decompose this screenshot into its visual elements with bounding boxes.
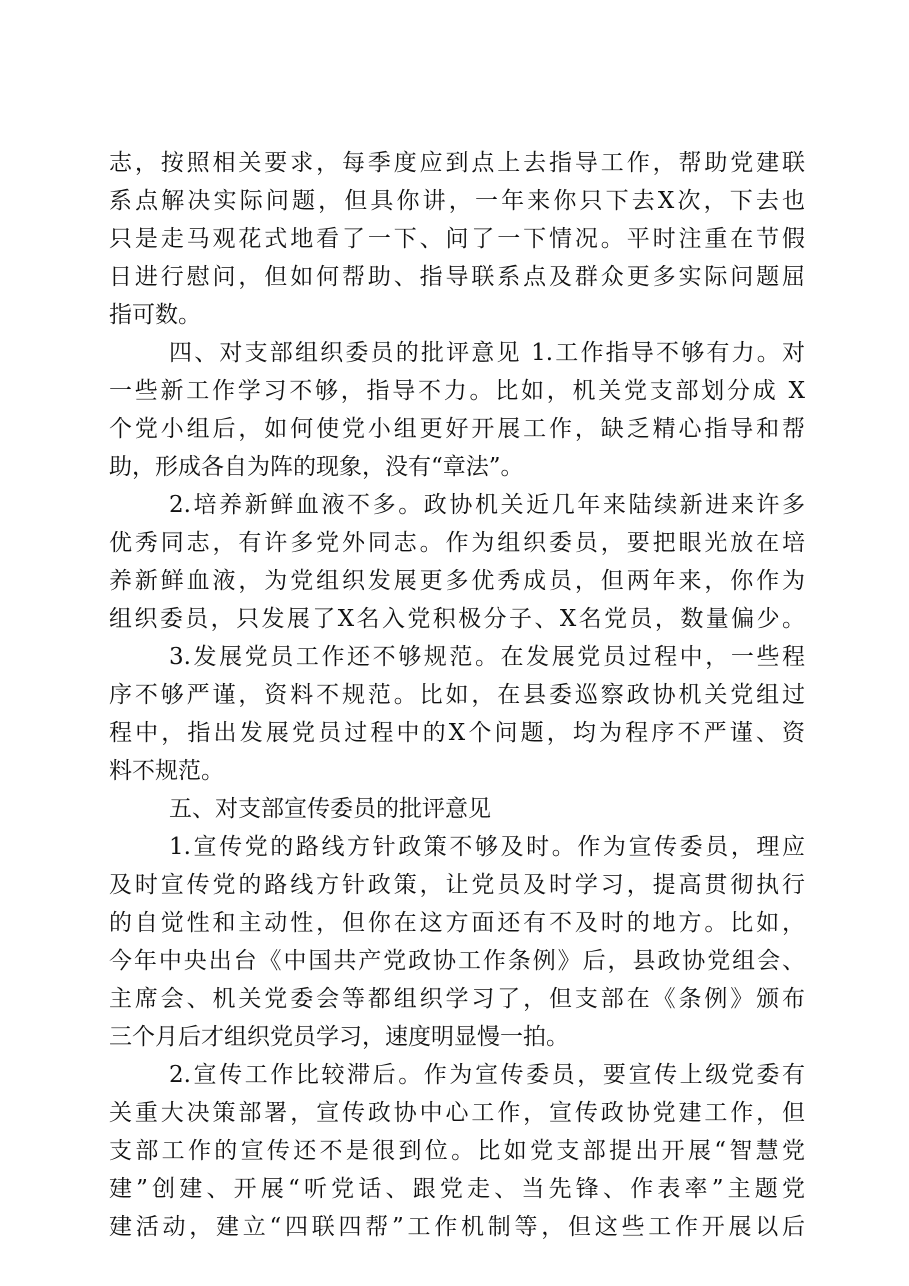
text-line: 程中，指出发展党员过程中的X个问题，均为程序不严谨、资 — [109, 720, 805, 746]
text-line: 组织委员，只发展了X名入党积极分子、X名党员，数量偏少。 — [109, 606, 805, 632]
document-body — [109, 144, 805, 1246]
text-line: 今年中央出台《中国共产党政协工作条例》后，县政协党组会、 — [109, 948, 805, 974]
text-line: 建活动，建立“四联四帮”工作机制等，但这些工作开展以后 — [109, 1214, 805, 1240]
text-line: 建”创建、开展“听党话、跟党走、当先锋、作表率”主题党 — [109, 1176, 805, 1202]
text-line: 关重大决策部署，宣传政协中心工作，宣传政协党建工作，但 — [109, 1100, 805, 1126]
text-line: 支部工作的宣传还不是很到位。比如党支部提出开展“智慧党 — [109, 1138, 805, 1164]
text-line: 主席会、机关党委会等都组织学习了，但支部在《条例》颁布 — [109, 986, 805, 1012]
section-heading-5: 五、对支部宣传委员的批评意见 — [169, 796, 491, 822]
text-line: 日进行慰问，但如何帮助、指导联系点及群众更多实际问题屈 — [109, 264, 805, 290]
text-line: 系点解决实际问题，但具你讲，一年来你只下去X次，下去也 — [109, 188, 805, 214]
paragraph-start: 2.培养新鲜血液不多。政协机关近几年来陆续新进来许多 — [169, 492, 805, 518]
text-line: 及时宣传党的路线方针政策，让党员及时学习，提高贯彻执行 — [109, 872, 805, 898]
text-line: 指可数。 — [109, 302, 201, 328]
text-line: 个党小组后，如何使党小组更好开展工作，缺乏精心指导和帮 — [109, 416, 805, 442]
text-line: 序不够严谨，资料不规范。比如，在县委巡察政协机关党组过 — [109, 682, 805, 708]
text-line: 料不规范。 — [109, 758, 224, 784]
text-line: 志，按照相关要求，每季度应到点上去指导工作，帮助党建联 — [109, 150, 805, 176]
text-line: 三个月后才组织党员学习，速度明显慢一拍。 — [109, 1024, 569, 1050]
paragraph-start: 2.宣传工作比较滞后。作为宣传委员，要宣传上级党委有 — [169, 1062, 805, 1088]
paragraph-start: 3.发展党员工作还不够规范。在发展党员过程中，一些程 — [169, 644, 805, 670]
text-line: 养新鲜血液，为党组织发展更多优秀成员，但两年来，你作为 — [109, 568, 805, 594]
text-line: 的自觉性和主动性，但你在这方面还有不及时的地方。比如， — [109, 910, 805, 936]
text-line: 一些新工作学习不够，指导不力。比如，机关党支部划分成 X — [109, 378, 805, 404]
text-line: 助，形成各自为阵的现象，没有“章法”。 — [109, 454, 524, 480]
section-heading-4: 四、对支部组织委员的批评意见 1.工作指导不够有力。对 — [169, 340, 805, 366]
text-line: 优秀同志，有许多党外同志。作为组织委员，要把眼光放在培 — [109, 530, 805, 556]
paragraph-start: 1.宣传党的路线方针政策不够及时。作为宣传委员，理应 — [169, 834, 805, 860]
text-line: 只是走马观花式地看了一下、问了一下情况。平时注重在节假 — [109, 226, 805, 252]
